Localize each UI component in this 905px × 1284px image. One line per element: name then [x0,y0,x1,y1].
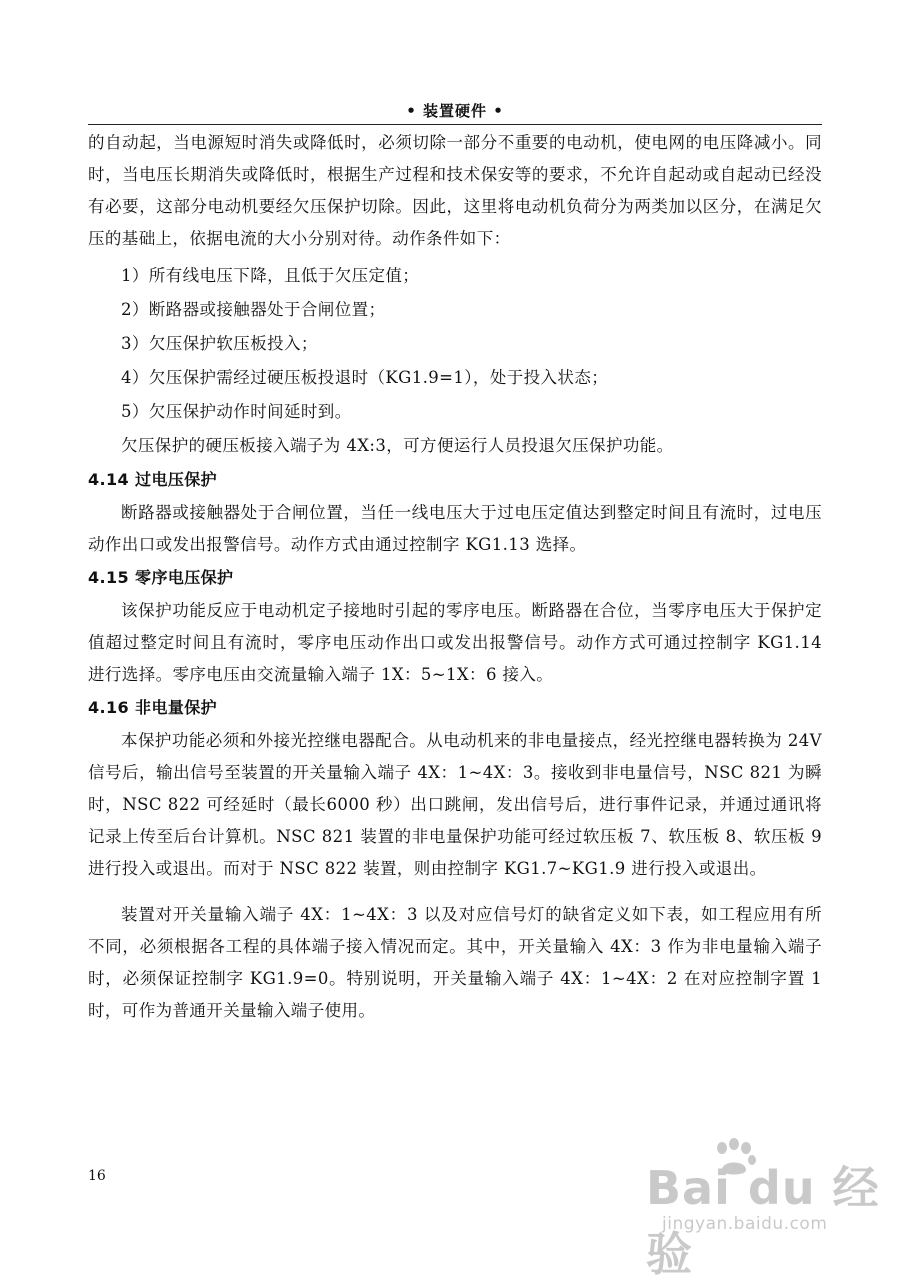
section-paragraph-4-16-b: 装置对开关量输入端子 4X：1~4X：3 以及对应信号灯的缺省定义如下表，如工程应用有所不同，必须根据各工程的具体端子接入情况而定。其中，开关量输入 4X：3 作为非电量输入端子时，必须保证控制字 KG1.9=0。特别说明，开关量输入端子 4X：1~4X：2 在对应控制字置 1 时，可作为普通开关量输入端子使用。 [88,905,822,1020]
page-number: 16 [88,1168,106,1184]
section-paragraph-4-16-a: 本保护功能必须和外接光控继电器配合。从电动机来的非电量接点，经光控继电器转换为 24V 信号后，输出信号至装置的开关量输入端子 4X：1~4X：3。接收到非电量信号，NSC 821 为瞬时，NSC 822 可经延时（最长6000 秒）出口跳闸，发出信号后，进行事件记录，并通过通讯将记录上传至后台计算机。NSC 821 装置的非电量保护功能可经过软压板 7、软压板 8、软压板 9 进行投入或退出。而对于 NSC 822 装置，则由控制字 KG1.7~KG1.9 进行投入或退出。 [88,731,822,878]
section-paragraph-4-14: 断路器或接触器处于合闸位置，当任一线电压大于过电压定值达到整定时间且有流时，过电压动作出口或发出报警信号。动作方式由通过控制字 KG1.13 选择。 [88,503,822,554]
page-header: • 装置硬件 • [406,102,504,120]
condition-item-1: 1）所有线电压下降，且低于欠压定值； [121,266,420,285]
section-paragraph-4-15: 该保护功能反应于电动机定子接地时引起的零序电压。断路器在合位，当零序电压大于保护定值超过整定时间且有流时，零序电压动作出口或发出报警信号。动作方式可通过控制字 KG1.14 进行选择。零序电压由交流量输入端子 1X：5~1X：6 接入。 [88,601,822,684]
condition-item-5: 5）欠压保护动作时间延时到。 [121,402,352,421]
section-heading-4-15: 4.15 零序电压保护 [88,568,234,587]
section-heading-4-14: 4.14 过电压保护 [88,470,218,489]
watermark-brand: Bai du 经验 [646,1161,880,1281]
intro-paragraph: 的自动起，当电源短时消失或降低时，必须切除一部分不重要的电动机，使电网的电压降减小。同时，当电压长期消失或降低时，根据生产过程和技术保安等的要求，不允许自起动或自起动已经没有必要，这部分电动机要经欠压保护切除。因此，这里将电动机负荷分为两类加以区分，在满足欠压的基础上，依据电流的大小分别对待。动作条件如下： [88,133,822,248]
watermark-url: jingyan.baidu.com [662,1214,828,1234]
header-rule [88,124,822,125]
page-content [88,127,822,1027]
section-heading-4-16: 4.16 非电量保护 [88,698,218,717]
baidu-watermark [640,1138,880,1281]
undervoltage-note: 欠压保护的硬压板接入端子为 4X:3，可方便运行人员投退欠压保护功能。 [121,436,674,455]
condition-item-4: 4）欠压保护需经过硬压板投退时（KG1.9=1），处于投入状态； [121,368,609,387]
condition-item-3: 3）欠压保护软压板投入； [121,334,318,353]
condition-item-2: 2）断路器或接触器处于合闸位置； [121,300,386,319]
